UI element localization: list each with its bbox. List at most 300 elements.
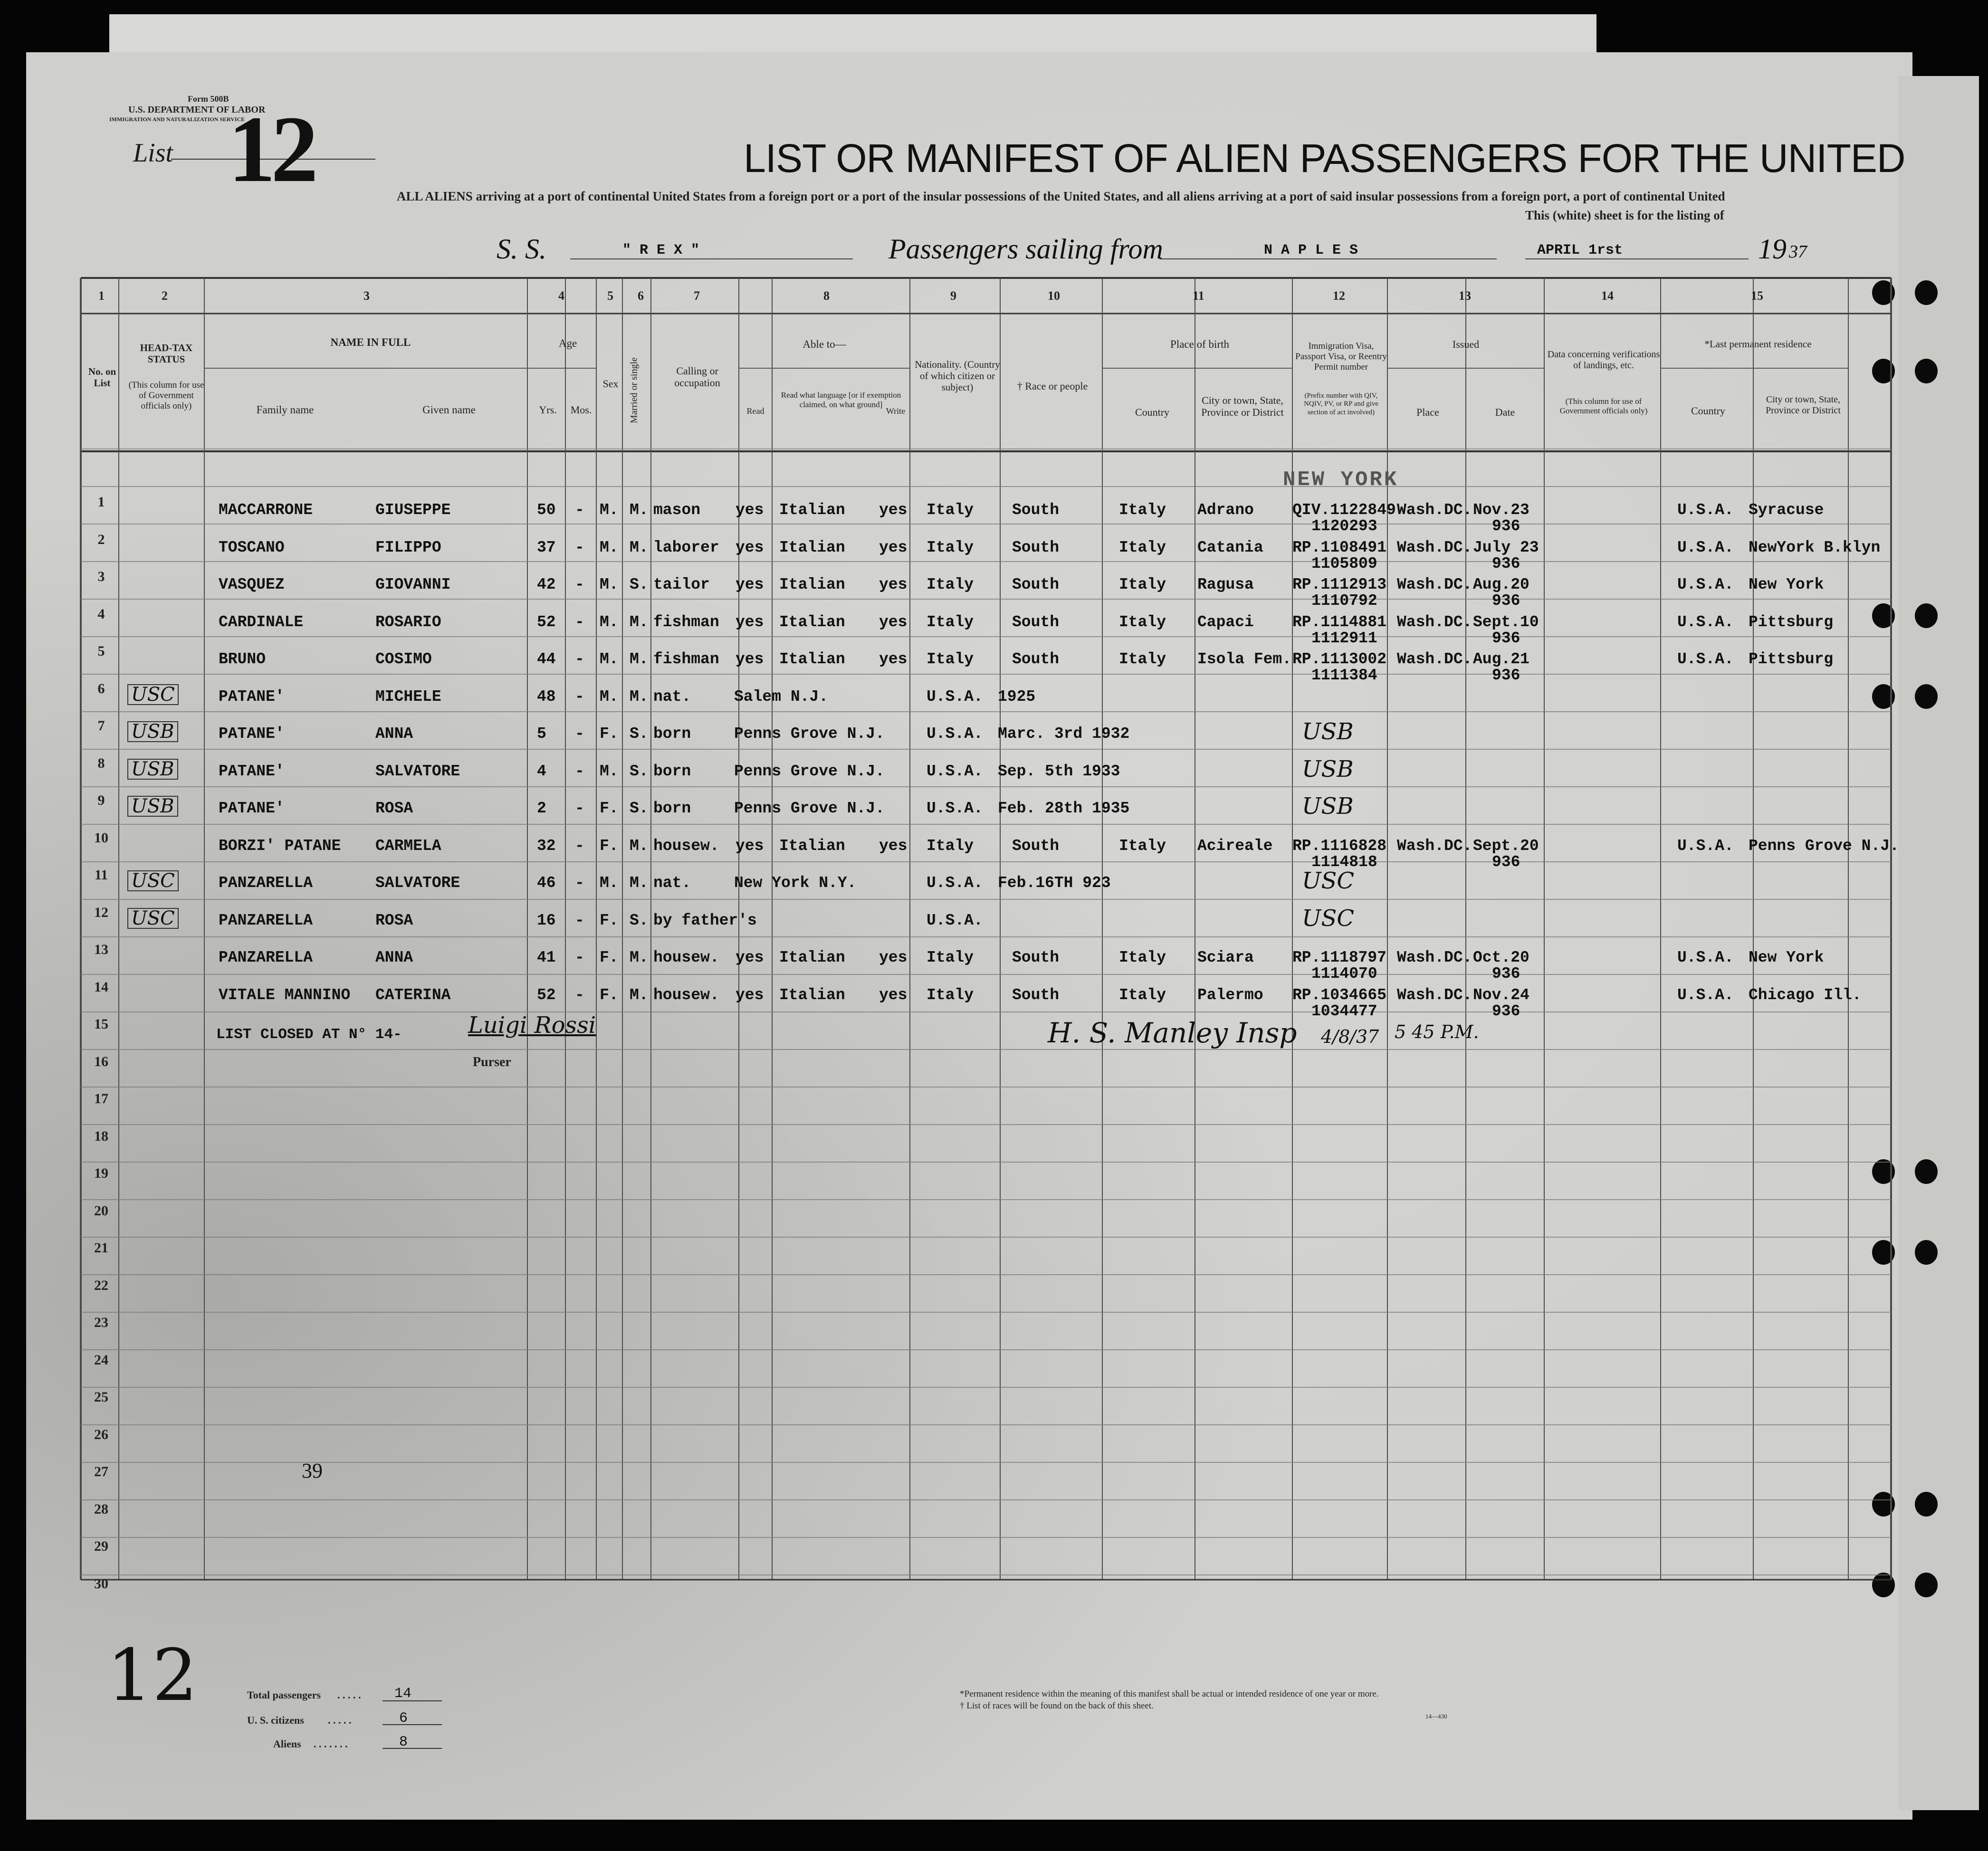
cell-calling: nat. bbox=[653, 874, 691, 892]
row-number: 21 bbox=[94, 1240, 108, 1256]
row-number: 11 bbox=[94, 867, 108, 883]
cell-visa: USC bbox=[1302, 905, 1355, 932]
year-suffix: 37 bbox=[1789, 242, 1807, 262]
cell-nationality: U.S.A. bbox=[927, 725, 983, 743]
cell-res-city: Syracuse bbox=[1749, 501, 1824, 519]
cell-date2: 936 bbox=[1492, 517, 1520, 535]
department-label: U.S. DEPARTMENT OF LABOR bbox=[128, 105, 266, 115]
cell-sex: F. bbox=[600, 949, 619, 966]
sailing-date: APRIL 1rst bbox=[1537, 242, 1623, 258]
cell-sex: M. bbox=[600, 613, 619, 631]
cell-mos: - bbox=[575, 762, 584, 780]
cell-race: South bbox=[1012, 837, 1060, 855]
manifest-subtitle-2: This (white) sheet is for the listing of bbox=[1525, 208, 1724, 222]
cell-res-country: U.S.A. bbox=[1677, 576, 1734, 593]
cell-read: yes bbox=[736, 613, 764, 631]
print-code: 14—430 bbox=[1425, 1713, 1447, 1720]
cell-sex: M. bbox=[600, 687, 619, 706]
cell-calling: fishman bbox=[653, 613, 719, 631]
cell-mos: - bbox=[575, 576, 584, 593]
cell-nationality: U.S.A. bbox=[927, 874, 983, 892]
aliens-label: Aliens bbox=[273, 1738, 301, 1750]
cell-place: Wash.DC. bbox=[1397, 949, 1472, 966]
cell-country: Italy bbox=[1119, 501, 1166, 519]
cell-res-country: U.S.A. bbox=[1677, 949, 1734, 966]
column-number: 15 bbox=[1751, 289, 1763, 303]
cell-visa2: 1114070 bbox=[1311, 965, 1377, 983]
cell-family: VASQUEZ bbox=[219, 576, 285, 593]
col-header-calling: Calling or occupation bbox=[674, 365, 720, 389]
cell-date: Sept.20 bbox=[1473, 837, 1539, 855]
cell-place: Wash.DC. bbox=[1397, 650, 1472, 668]
cell-language: Italian bbox=[779, 837, 845, 855]
cell-city: Sciara bbox=[1197, 949, 1254, 966]
cell-given: ANNA bbox=[375, 949, 413, 966]
cell-visa2: 1110792 bbox=[1311, 592, 1377, 610]
list-label: List bbox=[133, 138, 173, 168]
cell-visa: RP.1108491 bbox=[1292, 538, 1387, 556]
cell-mos: - bbox=[575, 613, 584, 631]
row-number: 5 bbox=[97, 643, 105, 659]
row-number: 13 bbox=[94, 942, 108, 957]
cell-nationality: Italy bbox=[927, 538, 974, 556]
row-number: 29 bbox=[94, 1538, 108, 1554]
cell-yrs: 42 bbox=[537, 576, 556, 593]
total-passengers-dots: . . . . . bbox=[337, 1689, 361, 1701]
col-header-head-tax: HEAD-TAX STATUS bbox=[140, 342, 193, 365]
cell-marital: S. bbox=[630, 911, 649, 929]
cell-language: Italian bbox=[779, 949, 845, 966]
cell-family: PANZARELLA bbox=[219, 911, 313, 929]
aliens: 8 bbox=[399, 1734, 408, 1750]
cell-nationality: U.S.A. bbox=[927, 800, 983, 817]
row-number: 2 bbox=[97, 531, 105, 547]
col-header-given: Given name bbox=[422, 404, 476, 416]
cell-mos: - bbox=[575, 538, 584, 556]
col-header-yrs: Yrs. bbox=[539, 404, 557, 416]
cell-calling: fishman bbox=[653, 650, 719, 668]
col-header-read: Read bbox=[746, 406, 765, 416]
footnote-residence: *Permanent residence within the meaning of this manifest shall be actual or intended residence of one year or more. bbox=[960, 1689, 1379, 1699]
cell-head-tax: USB bbox=[127, 796, 178, 817]
cell-marital: M. bbox=[630, 949, 649, 966]
cell-write: yes bbox=[879, 837, 908, 855]
cell-write: yes bbox=[879, 949, 908, 966]
cell-language: Penns Grove N.J. bbox=[734, 800, 885, 817]
cell-calling: born bbox=[653, 762, 691, 780]
cell-date2: 936 bbox=[1492, 667, 1520, 684]
row-number: 30 bbox=[94, 1575, 108, 1592]
cell-sex: M. bbox=[600, 576, 619, 593]
cell-res-city: Pittsburg bbox=[1749, 650, 1834, 668]
cell-race: South bbox=[1012, 538, 1060, 556]
cell-res-country: U.S.A. bbox=[1677, 650, 1734, 668]
manifest-subtitle: ALL ALIENS arriving at a port of continental United States from a foreign port or a port of the insular possessions of the United States, and all aliens arriving at a port of said insular possessions from a foreign port, a port of continental United bbox=[397, 189, 1725, 203]
cell-mos: - bbox=[575, 911, 584, 929]
cell-marital: S. bbox=[630, 762, 649, 780]
column-number: 12 bbox=[1333, 289, 1345, 303]
cell-yrs: 48 bbox=[537, 687, 556, 706]
column-number: 9 bbox=[950, 289, 956, 303]
cell-country: Italy bbox=[1119, 986, 1166, 1004]
form-number: Form 500B bbox=[188, 94, 229, 104]
col-header-birthplace: Place of birth bbox=[1170, 338, 1229, 350]
cell-country: Italy bbox=[1119, 949, 1166, 966]
cell-res-country: U.S.A. bbox=[1677, 837, 1734, 855]
col-header-head-tax-note: (This column for use of Government officials only) bbox=[128, 380, 204, 411]
cell-visa2: 1111384 bbox=[1311, 667, 1377, 684]
total-passengers-label: Total passengers bbox=[247, 1689, 321, 1701]
cell-head-tax: USB bbox=[127, 759, 178, 780]
cell-sex: M. bbox=[600, 501, 619, 519]
cell-language: Penns Grove N.J. bbox=[734, 725, 885, 743]
total-passengers: 14 bbox=[394, 1686, 412, 1702]
list-number: 12 bbox=[228, 97, 314, 202]
cell-sex: M. bbox=[600, 650, 619, 668]
col-header-married: Married or single bbox=[629, 357, 640, 423]
cell-family: PANZARELLA bbox=[219, 874, 313, 892]
cell-sex: F. bbox=[600, 800, 619, 817]
cell-sex: M. bbox=[600, 874, 619, 892]
cell-nationality: Italy bbox=[927, 650, 974, 668]
cell-city: Isola Fem. bbox=[1197, 650, 1292, 668]
col-header-country: Country bbox=[1135, 406, 1170, 418]
inspector-time: 5 45 P.M. bbox=[1395, 1021, 1479, 1042]
cell-res-city: NewYork B.klyn bbox=[1749, 538, 1881, 556]
sheet-number: 39 bbox=[302, 1459, 323, 1482]
cell-visa: RP.1118797 bbox=[1292, 949, 1387, 966]
cell-mos: - bbox=[575, 986, 584, 1004]
new-york-stamp: NEW YORK bbox=[1283, 468, 1399, 492]
cell-marital: S. bbox=[630, 725, 649, 743]
cell-marital: M. bbox=[630, 501, 649, 519]
cell-calling: housew. bbox=[653, 949, 719, 966]
cell-date2: 936 bbox=[1492, 554, 1520, 572]
cell-calling: housew. bbox=[653, 837, 719, 855]
cell-mos: - bbox=[575, 501, 584, 519]
cell-marital: S. bbox=[630, 800, 649, 817]
cell-country: Italy bbox=[1119, 613, 1166, 631]
column-number: 14 bbox=[1601, 289, 1614, 303]
row-number: 26 bbox=[94, 1426, 108, 1442]
cell-marital: S. bbox=[630, 576, 649, 593]
cell-city: Catania bbox=[1197, 538, 1263, 556]
cell-mos: - bbox=[575, 687, 584, 706]
cell-date: Oct.20 bbox=[1473, 949, 1529, 966]
cell-date: Nov.23 bbox=[1473, 501, 1529, 519]
row-number: 28 bbox=[94, 1501, 108, 1517]
cell-place: Wash.DC. bbox=[1397, 986, 1472, 1004]
column-number: 2 bbox=[162, 289, 168, 303]
cell-family: BORZI' PATANE bbox=[219, 837, 341, 855]
cell-yrs: 5 bbox=[537, 725, 546, 743]
cell-visa2: 1034477 bbox=[1311, 1002, 1377, 1020]
cell-place: Wash.DC. bbox=[1397, 613, 1472, 631]
cell-mos: - bbox=[575, 949, 584, 966]
us-citizens-label: U. S. citizens bbox=[247, 1714, 304, 1726]
ss-label: S. S. bbox=[497, 233, 546, 265]
cell-date: July 23 bbox=[1473, 538, 1539, 556]
cell-read: yes bbox=[736, 576, 764, 593]
cell-res-country: U.S.A. bbox=[1677, 538, 1734, 556]
cell-calling: born bbox=[653, 725, 691, 743]
col-header-last-residence: *Last permanent residence bbox=[1704, 338, 1812, 350]
row-number: 9 bbox=[97, 792, 105, 808]
cell-visa: RP.1116828 bbox=[1292, 837, 1387, 855]
cell-sex: F. bbox=[600, 725, 619, 743]
cell-date: Nov.24 bbox=[1473, 986, 1529, 1004]
cell-res-country: U.S.A. bbox=[1677, 613, 1734, 631]
cell-race: South bbox=[1012, 949, 1060, 966]
cell-mos: - bbox=[575, 650, 584, 668]
cell-country: Italy bbox=[1119, 837, 1166, 855]
cell-nationality: U.S.A. bbox=[927, 911, 983, 929]
cell-write: yes bbox=[879, 986, 908, 1004]
cell-calling: by father's bbox=[653, 911, 757, 929]
cell-visa: RP.1112913 bbox=[1292, 576, 1387, 593]
cell-res-city: Chicago Ill. bbox=[1749, 986, 1862, 1004]
cell-visa2: 1120293 bbox=[1311, 517, 1377, 535]
cell-res-city: New York bbox=[1749, 949, 1824, 966]
column-number: 7 bbox=[694, 289, 700, 303]
cell-visa: USB bbox=[1302, 793, 1354, 820]
row-number: 6 bbox=[97, 680, 105, 697]
row-number: 25 bbox=[94, 1389, 108, 1405]
cell-family: PATANE' bbox=[219, 687, 285, 706]
cell-race: South bbox=[1012, 613, 1060, 631]
cell-visa2: 1114818 bbox=[1311, 853, 1377, 871]
row-number: 27 bbox=[94, 1464, 108, 1479]
column-number: 6 bbox=[638, 289, 644, 303]
footnote-races: † List of races will be found on the back of this sheet. bbox=[960, 1701, 1154, 1711]
row-number: 15 bbox=[94, 1016, 108, 1032]
row-number: 14 bbox=[94, 979, 108, 995]
cell-head-tax: USB bbox=[127, 721, 178, 742]
cell-yrs: 52 bbox=[537, 613, 556, 631]
cell-nationality: U.S.A. bbox=[927, 687, 983, 706]
cell-read: yes bbox=[736, 837, 764, 855]
cell-mos: - bbox=[575, 725, 584, 743]
col-header-visa-note: (Prefix number with QIV, NQIV, PV, or RP and give section of act involved) bbox=[1304, 392, 1378, 416]
manifest-title: LIST OR MANIFEST OF ALIEN PASSENGERS FOR THE UNITED bbox=[744, 136, 1905, 181]
list-closed-text: LIST CLOSED AT N° 14- bbox=[216, 1026, 402, 1043]
col-header-city: City or town, State, Province or District bbox=[1201, 394, 1284, 419]
cell-marital: M. bbox=[630, 538, 649, 556]
us-citizens: 6 bbox=[399, 1710, 408, 1727]
col-header-sex: Sex bbox=[602, 378, 619, 390]
cell-read: yes bbox=[736, 501, 764, 519]
cell-nationality: Italy bbox=[927, 613, 974, 631]
cell-city: Ragusa bbox=[1197, 576, 1254, 593]
cell-visa: RP.1034665 bbox=[1292, 986, 1387, 1004]
cell-calling: nat. bbox=[653, 687, 691, 706]
column-number: 11 bbox=[1193, 289, 1204, 303]
cell-family: CARDINALE bbox=[219, 613, 304, 631]
cell-nationality: Italy bbox=[927, 576, 974, 593]
row-number: 23 bbox=[94, 1315, 108, 1330]
cell-marital: M. bbox=[630, 650, 649, 668]
cell-yrs: 2 bbox=[537, 800, 546, 817]
cell-nationality: Italy bbox=[927, 949, 974, 966]
row-number: 3 bbox=[97, 569, 105, 584]
cell-family: PATANE' bbox=[219, 800, 285, 817]
cell-family: BRUNO bbox=[219, 650, 266, 668]
col-header-write: Write bbox=[886, 406, 906, 416]
column-number: 10 bbox=[1048, 289, 1060, 303]
row-number: 24 bbox=[94, 1352, 108, 1368]
cell-city: Palermo bbox=[1197, 986, 1263, 1004]
cell-country: Italy bbox=[1119, 650, 1166, 668]
cell-read: yes bbox=[736, 949, 764, 966]
cell-race: 1925 bbox=[998, 687, 1036, 706]
cell-date: Sept.10 bbox=[1473, 613, 1539, 631]
cell-marital: M. bbox=[630, 874, 649, 892]
cell-calling: laborer bbox=[653, 538, 719, 556]
row-number: 7 bbox=[97, 718, 105, 734]
cell-write: yes bbox=[879, 650, 908, 668]
cell-city: Adrano bbox=[1197, 501, 1254, 519]
cell-read: yes bbox=[736, 538, 764, 556]
us-citizens-dots: . . . . . bbox=[328, 1714, 352, 1726]
cell-head-tax: USC bbox=[127, 870, 179, 891]
margin-number: 12 bbox=[107, 1634, 198, 1717]
cell-family: VITALE MANNINO bbox=[219, 986, 351, 1004]
cell-place: Wash.DC. bbox=[1397, 501, 1472, 519]
cell-language: Italian bbox=[779, 650, 845, 668]
col-header-date: Date bbox=[1495, 406, 1515, 418]
col-header-issued: Issued bbox=[1452, 338, 1480, 350]
cell-head-tax: USC bbox=[127, 684, 179, 705]
cell-given: COSIMO bbox=[375, 650, 432, 668]
cell-sex: F. bbox=[600, 837, 619, 855]
cell-place: Wash.DC. bbox=[1397, 576, 1472, 593]
cell-visa2: 1112911 bbox=[1311, 629, 1377, 647]
aliens-dots: . . . . . . . bbox=[314, 1738, 348, 1750]
cell-language: Salem N.J. bbox=[734, 687, 829, 706]
cell-sex: F. bbox=[600, 986, 619, 1004]
cell-language: Italian bbox=[779, 576, 845, 593]
cell-race: South bbox=[1012, 650, 1060, 668]
cell-yrs: 37 bbox=[537, 538, 556, 556]
cell-given: ANNA bbox=[375, 725, 413, 743]
cell-yrs: 4 bbox=[537, 762, 546, 780]
year-prefix: 19 bbox=[1758, 233, 1787, 265]
row-number: 4 bbox=[97, 606, 105, 622]
cell-date2: 936 bbox=[1492, 592, 1520, 610]
cell-family: MACCARRONE bbox=[219, 501, 313, 519]
column-number: 3 bbox=[363, 289, 370, 303]
cell-marital: M. bbox=[630, 837, 649, 855]
col-header-landings: Data concerning verifications of landings, etc. bbox=[1547, 349, 1660, 371]
ship-name: " R E X " bbox=[622, 242, 700, 258]
cell-yrs: 16 bbox=[537, 911, 556, 929]
cell-race: Sep. 5th 1933 bbox=[998, 762, 1120, 780]
col-header-res-country: Country bbox=[1691, 405, 1726, 417]
cell-marital: M. bbox=[630, 687, 649, 706]
row-number: 8 bbox=[97, 755, 105, 771]
column-number: 4 bbox=[558, 289, 564, 303]
cell-given: MICHELE bbox=[375, 687, 441, 706]
cell-given: CARMELA bbox=[375, 837, 441, 855]
col-header-nationality: Nationality. (Country of which citizen or subject) bbox=[915, 359, 1000, 393]
cell-visa: USB bbox=[1302, 755, 1354, 782]
cell-write: yes bbox=[879, 576, 908, 593]
cell-mos: - bbox=[575, 874, 584, 892]
inspector-date: 4/8/37 bbox=[1321, 1026, 1379, 1047]
cell-visa: USB bbox=[1302, 718, 1354, 745]
cell-read: yes bbox=[736, 650, 764, 668]
cell-language: Penns Grove N.J. bbox=[734, 762, 885, 780]
cell-yrs: 52 bbox=[537, 986, 556, 1004]
col-header-visa: Immigration Visa, Passport Visa, or Reentry Permit number bbox=[1295, 341, 1387, 372]
cell-res-city: Pittsburg bbox=[1749, 613, 1834, 631]
cell-nationality: Italy bbox=[927, 986, 974, 1004]
col-header-name: NAME IN FULL bbox=[330, 336, 411, 348]
cell-head-tax: USC bbox=[127, 908, 179, 929]
sailing-label: Passengers sailing from bbox=[889, 233, 1163, 265]
cell-sex: M. bbox=[600, 538, 619, 556]
cell-place: Wash.DC. bbox=[1397, 538, 1472, 556]
cell-family: PATANE' bbox=[219, 725, 285, 743]
cell-country: Italy bbox=[1119, 576, 1166, 593]
cell-language: New York N.Y. bbox=[734, 874, 857, 892]
cell-res-country: U.S.A. bbox=[1677, 501, 1734, 519]
col-header-able: Able to— bbox=[803, 338, 846, 350]
cell-nationality: Italy bbox=[927, 501, 974, 519]
cell-country: Italy bbox=[1119, 538, 1166, 556]
cell-visa2: 1105809 bbox=[1311, 554, 1377, 572]
cell-yrs: 41 bbox=[537, 949, 556, 966]
column-number: 1 bbox=[98, 289, 105, 303]
col-header-place: Place bbox=[1416, 406, 1439, 418]
cell-race: Marc. 3rd 1932 bbox=[998, 725, 1130, 743]
cell-given: GIOVANNI bbox=[375, 576, 451, 593]
cell-calling: mason bbox=[653, 501, 701, 519]
cell-res-city: New York bbox=[1749, 576, 1824, 593]
cell-date: Aug.20 bbox=[1473, 576, 1529, 593]
col-header-res-city: City or town, State, Province or District bbox=[1766, 394, 1841, 416]
cell-place: Wash.DC. bbox=[1397, 837, 1472, 855]
cell-race: South bbox=[1012, 576, 1060, 593]
cell-given: SALVATORE bbox=[375, 762, 460, 780]
cell-yrs: 50 bbox=[537, 501, 556, 519]
cell-race: South bbox=[1012, 986, 1060, 1004]
cell-visa: USC bbox=[1302, 868, 1355, 894]
cell-visa: RP.1113002 bbox=[1292, 650, 1387, 668]
cell-family: PANZARELLA bbox=[219, 949, 313, 966]
cell-visa: QIV.1122849 bbox=[1292, 501, 1396, 519]
cell-calling: housew. bbox=[653, 986, 719, 1004]
cell-read: yes bbox=[736, 986, 764, 1004]
row-number: 19 bbox=[94, 1165, 108, 1181]
cell-language: Italian bbox=[779, 501, 845, 519]
cell-race: South bbox=[1012, 501, 1060, 519]
cell-given: SALVATORE bbox=[375, 874, 460, 892]
cell-city: Capaci bbox=[1197, 613, 1254, 631]
cell-family: TOSCANO bbox=[219, 538, 285, 556]
row-number: 12 bbox=[94, 904, 108, 920]
cell-given: GIUSEPPE bbox=[375, 501, 451, 519]
port-name: N A P L E S bbox=[1264, 242, 1358, 258]
cell-write: yes bbox=[879, 613, 908, 631]
cell-res-country: U.S.A. bbox=[1677, 986, 1734, 1004]
cell-language: Italian bbox=[779, 613, 845, 631]
col-header-read-language: Read what language [or if exemption claimed, on what ground] bbox=[781, 391, 901, 409]
cell-visa: RP.1114881 bbox=[1292, 613, 1387, 631]
cell-mos: - bbox=[575, 800, 584, 817]
cell-given: ROSA bbox=[375, 800, 413, 817]
col-header-mos: Mos. bbox=[570, 404, 592, 416]
